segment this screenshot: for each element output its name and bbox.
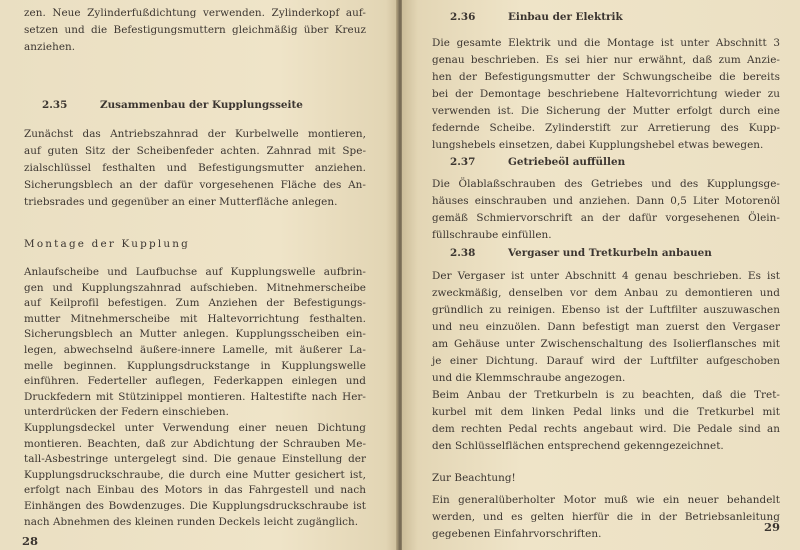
text-line: füllschraube einfüllen. (432, 229, 552, 241)
section-heading: Zusammenbau der Kupplungsseite (100, 99, 303, 111)
text-line: und die Klemmschraube angezogen. (432, 372, 626, 384)
text-line: gründlich zu reinigen. Ebenso ist der Luftfilter auszuwaschen (432, 304, 780, 316)
section-number: 2.36 (450, 11, 476, 23)
text-line: Der Vergaser ist unter Abschnitt 4 genau beschrieben. Es ist (432, 270, 780, 282)
text-line: verwenden ist. Die Sicherung der Mutter erfolgt durch eine (432, 105, 780, 117)
text-line: Sicherungsblech an Mutter anlegen. Kupplungsscheiben ein- (24, 328, 366, 341)
text-line: werden, und es gelten hierfür die in der Betriebsanleitung (432, 511, 780, 523)
text-line: Die Ölablaßschrauben des Getriebes und des Kupplungsge- (432, 178, 780, 190)
text-line: legen, abwechselnd äußere-innere Lamelle, mit äußerer La- (24, 344, 366, 356)
text-line: dem rechten Pedal rechts angebaut wird. Die Pedale sind an (432, 423, 780, 435)
text-line: häuses einschrauben und anziehen. Dann 0,5 Liter Motorenöl (432, 195, 780, 207)
text-line: erfolgt nach Einbau des Motors in das Fahrgestell und nach (24, 484, 366, 497)
section-heading: Getriebeöl auffüllen (508, 156, 626, 168)
text-line: tall-Asbestringe untergelegt sind. Die genaue Einstellung der (24, 453, 366, 466)
text-line: Beim Anbau der Tretkurbeln is zu beachten, daß die Tret- (432, 389, 780, 401)
section-heading: Vergaser und Tretkurbeln anbauen (508, 247, 712, 259)
text-line: einführen. Federteller auflegen, Federkappen einlegen und (24, 375, 366, 388)
text-line: je einer Dichtung. Darauf wird der Luftfilter aufgeschoben (432, 355, 780, 367)
text-line: federnde Scheibe. Zylinderstift zur Arretierung des Kupp- (432, 122, 780, 134)
text-line: Kupplungsdeckel unter Verwendung einer neuen Dichtung (24, 422, 366, 434)
text-line: anziehen. (24, 41, 76, 53)
text-line-overflow: nach Abnehmen des kleinen runden Deckels leicht zugänglich. (24, 515, 359, 528)
text-line: hen der Befestigungsmutter der Schwungscheibe die bereits (432, 71, 780, 83)
text-line: lungshebels einsetzen, dabei Kupplungshebel etwas bewegen. (432, 139, 764, 151)
text-line: Anlaufscheibe und Laufbuchse auf Kupplungswelle aufbrin- (24, 266, 366, 278)
text-line: genau beschrieben. Es sei hier nur erwähnt, daß zum Anzie- (432, 54, 780, 66)
text-line: unterdrücken der Federn einschieben. (24, 406, 229, 419)
text-line: melle beginnen. Kupplungsdruckstange in Kupplungswelle (24, 359, 366, 372)
section-heading: Einbau der Elektrik (508, 11, 623, 23)
text-line: Kupplungsdruckschraube, die durch eine Mutter gesichert ist, (24, 468, 366, 481)
text-line: den Schlüsselflächen entsprechend gekenngezeichnet. (432, 440, 724, 452)
text-line: Die gesamte Elektrik und die Montage ist unter Abschnitt 3 (432, 37, 780, 49)
notice-heading: Zur Beachtung! (432, 472, 516, 484)
text-line: zen. Neue Zylinderfußdichtung verwenden. Zylinderkopf auf- (24, 7, 366, 19)
text-line: Ein generalüberholter Motor muß wie ein neuer behandelt (432, 494, 780, 506)
page-number: 28 (22, 534, 39, 548)
text-line: gemäß Schmiervorschrift an der dafür vorgesehenen Ölein- (432, 212, 780, 224)
right-page (402, 0, 800, 550)
text-line: mutter Mitnehmerscheibe mit Haltevorrichtung festhalten. (24, 312, 366, 325)
text-line: Zunächst das Antriebszahnrad der Kurbelwelle montieren, (24, 128, 366, 140)
section-number: 2.37 (450, 156, 476, 168)
text-line: triebsrades und gegenüber an einer Mutterfläche anlegen. (24, 196, 338, 208)
text-line: auf Keilprofil befestigen. Zum Anziehen der Befestigungs- (24, 297, 366, 310)
section-number: 2.38 (450, 247, 476, 259)
text-line: auf guten Sitz der Scheibenfeder achten. Zahnrad mit Spe- (24, 145, 366, 157)
text-line: kurbel mit dem linken Pedal links und die Tretkurbel mit (432, 406, 780, 418)
text-line: zialschlüssel festhalten und Befestigungsmutter anziehen. (24, 162, 366, 174)
text-line: am Gehäuse unter Zwischenschaltung des Isolierflansches mit (432, 338, 780, 350)
text-line: Sicherungsblech an der dafür vorgesehenen Fläche des An- (24, 179, 366, 191)
text-line: gen und Kupplungszahnrad aufschieben. Mitnehmerscheibe (24, 281, 366, 294)
text-line: Einhängen des Bowdenzuges. Die Kupplungsdruckschraube ist (24, 500, 366, 512)
text-line: zweckmäßig, denselben vor dem Anbau zu demontieren und (432, 287, 780, 299)
text-line: montieren. Beachten, daß zur Abdichtung der Schrauben Me- (24, 437, 366, 450)
text-line: gegebenen Einfahrvorschriften. (432, 528, 602, 540)
subheading-montage: Montage der Kupplung (24, 238, 191, 250)
page-number: 29 (764, 520, 781, 534)
section-number: 2.35 (42, 99, 68, 111)
text-line: Druckfedern mit Stützinippel montieren. Haltestifte nach Her- (24, 390, 366, 403)
left-page (0, 0, 398, 550)
text-line: bei der Demontage beschriebene Haltevorrichtung wieder zu (432, 88, 780, 100)
text-line: setzen und die Befestigungsmuttern gleichmäßig über Kreuz (24, 24, 366, 36)
text-line: und neu einzuölen. Dann befestigt man zuerst den Vergaser (432, 321, 780, 333)
